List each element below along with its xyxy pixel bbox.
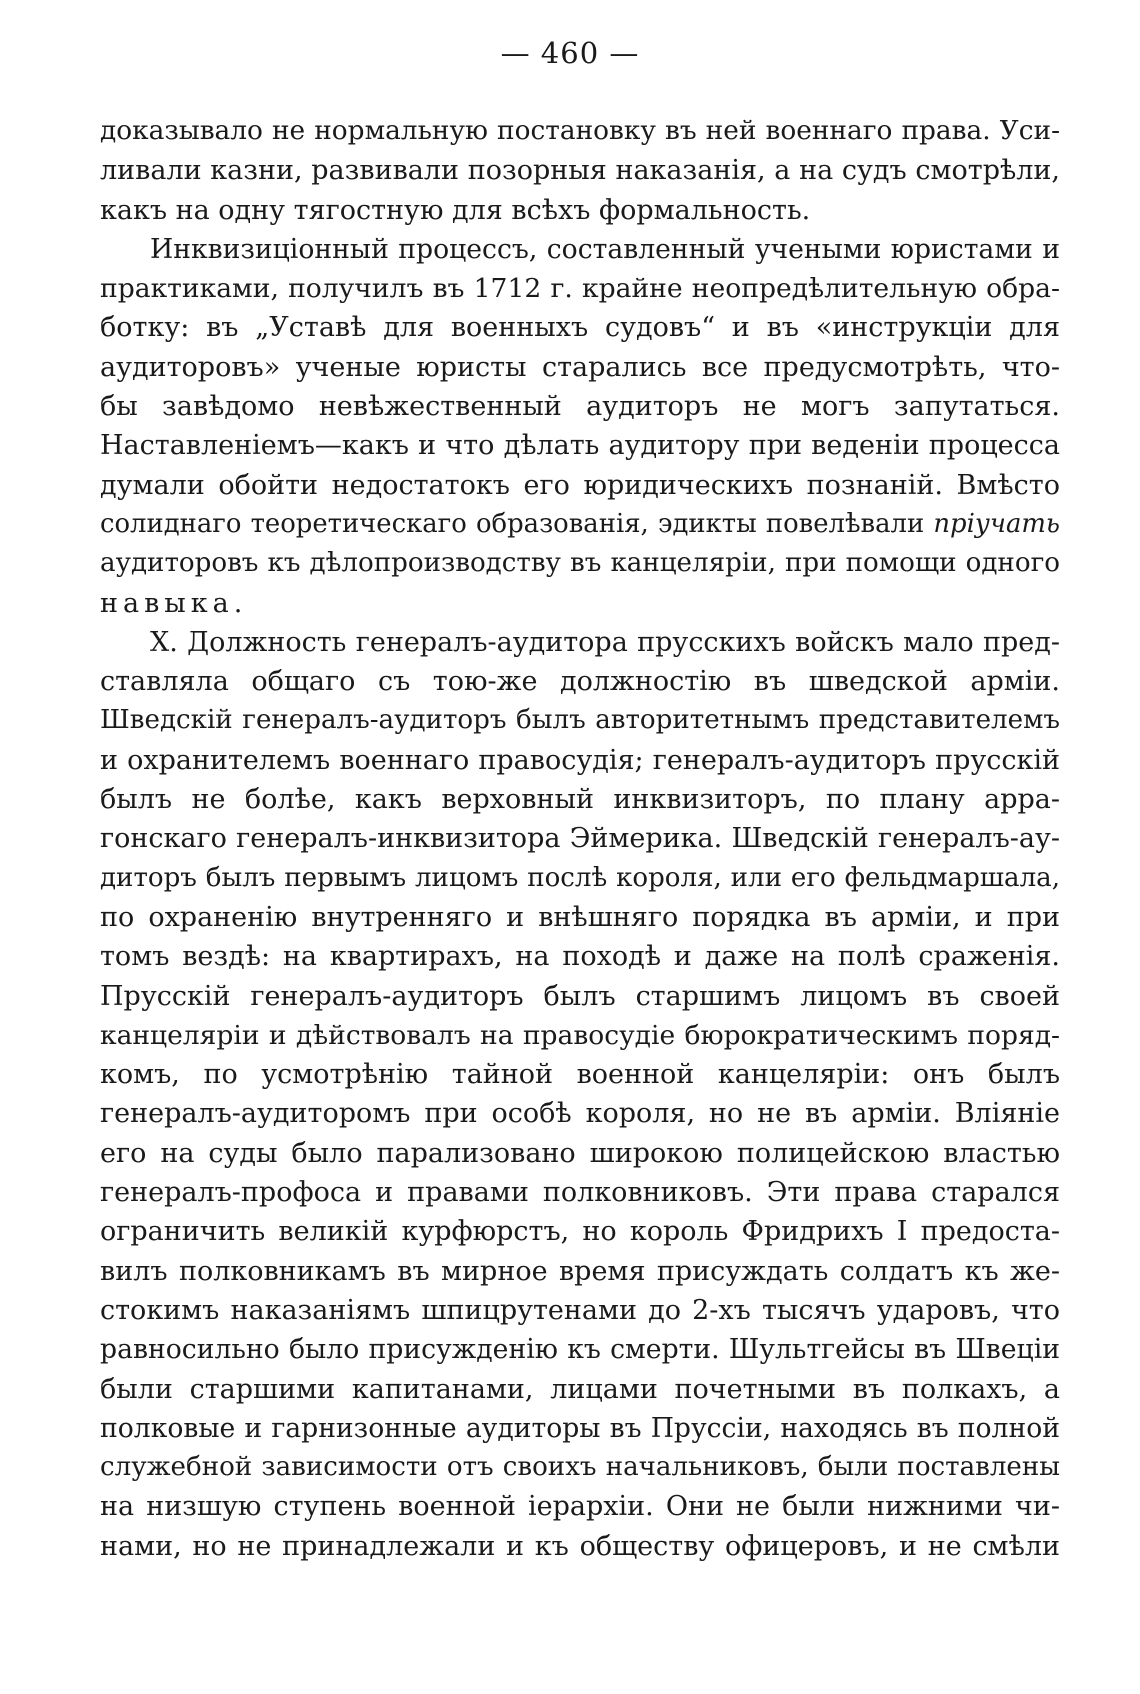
text-line: служебной зависимости отъ своихъ начальниковъ, были поставлены xyxy=(100,1452,1060,1483)
text-line: какъ на одну тягостную для всѣхъ формальность. xyxy=(100,194,811,226)
text-line: ставляла общаго съ тою-же должностію въ шведской арміи. xyxy=(100,666,1060,698)
text-line: генералъ-аудиторомъ при особѣ короля, но не въ арміи. Вліяніе xyxy=(100,1098,1060,1130)
text-line: ботку: въ „Уставѣ для военныхъ судовъ“ и въ «инструкціи для xyxy=(100,312,1060,344)
text-line: и охранителемъ военнаго правосудія; генералъ-аудиторъ прусскій xyxy=(100,744,1060,776)
text-line: Наставленіемъ—какъ и что дѣлать аудитору при веденіи процесса xyxy=(100,430,1060,462)
text-line: гонскаго генералъ-инквизитора Эймерика. Шведскій генералъ-ау- xyxy=(100,823,1060,855)
text-line: нами, но не принадлежали и къ обществу офицеровъ, и не смѣли xyxy=(100,1530,1060,1562)
page-number: — 460 — xyxy=(500,36,640,70)
text-segment: солиднаго теоретическаго образованія, эдикты повелѣвали xyxy=(100,508,925,539)
text-line: томъ вездѣ: на квартирахъ, на походѣ и даже на полѣ сраженія. xyxy=(100,941,1060,973)
text-line: навыка. xyxy=(100,587,248,619)
text-line: стокимъ наказаніямъ шпицрутенами до 2-хъ тысячъ ударовъ, что xyxy=(100,1294,1060,1326)
text-line: были старшими капитанами, лицами почетными въ полкахъ, а xyxy=(100,1373,1060,1405)
italic-word: пріучать xyxy=(933,508,1060,539)
text-line: его на суды было парализовано широкою полицейскою властью xyxy=(100,1137,1060,1169)
text-line: Прусскій генералъ-аудиторъ былъ старшимъ лицомъ въ своей xyxy=(100,980,1060,1012)
text-line: былъ не болѣе, какъ верховный инквизиторъ, по плану арра- xyxy=(100,784,1060,816)
text-line: канцеляріи и дѣйствовалъ на правосудіе бюрократическимъ поряд- xyxy=(100,1019,1060,1051)
text-line: доказывало не нормальную постановку въ ней военнаго права. Уси- xyxy=(100,116,1060,146)
text-line: ливали казни, развивали позорныя наказанія, а на судъ смотрѣли, xyxy=(100,155,1060,187)
text-line: генералъ-профоса и правами полковниковъ. Эти права старался xyxy=(100,1177,1060,1209)
text-line: практиками, получилъ въ 1712 г. крайне неопредѣлительную обра- xyxy=(100,273,1060,305)
text-line: равносильно было присужденію къ смерти. Шультгейсы въ Швеціи xyxy=(100,1334,1060,1366)
text-line: думали обойти недостатокъ его юридическихъ познаній. Вмѣсто xyxy=(100,469,1060,501)
body-text xyxy=(100,112,1060,1566)
text-line: вилъ полковникамъ въ мирное время присуждать солдатъ къ же- xyxy=(100,1255,1060,1287)
text-line: Инквизиціонный процессъ, составленный учеными юристами и xyxy=(150,233,1060,265)
text-line: аудиторовъ» ученые юристы старались все предусмотрѣть, что- xyxy=(100,351,1060,383)
text-line-with-italic xyxy=(100,505,1060,544)
text-line: диторъ былъ первымъ лицомъ послѣ короля, или его фельдмаршала, xyxy=(100,862,1060,893)
text-line: Шведскій генералъ-аудиторъ былъ авторитетнымъ представителемъ xyxy=(100,705,1060,736)
text-line: X. Должность генералъ-аудитора прусскихъ войскъ мало пред- xyxy=(150,626,1060,658)
text-line: аудиторовъ къ дѣлопроизводству въ канцеляріи, при помощи одного xyxy=(100,548,1060,579)
text-line: ограничить великій курфюрстъ, но король Фридрихъ I предоста- xyxy=(100,1216,1060,1248)
text-line: полковые и гарнизонные аудиторы въ Пруссіи, находясь въ полной xyxy=(100,1412,1060,1444)
text-line: бы завѣдомо невѣжественный аудиторъ не могъ запутаться. xyxy=(100,391,1060,423)
text-line: комъ, по усмотрѣнію тайной военной канцеляріи: онъ былъ xyxy=(100,1059,1060,1091)
text-line: на низшую ступень военной іерархіи. Они не были нижними чи- xyxy=(100,1491,1060,1523)
text-line: по охраненію внутренняго и внѣшняго порядка въ арміи, и при xyxy=(100,901,1060,933)
